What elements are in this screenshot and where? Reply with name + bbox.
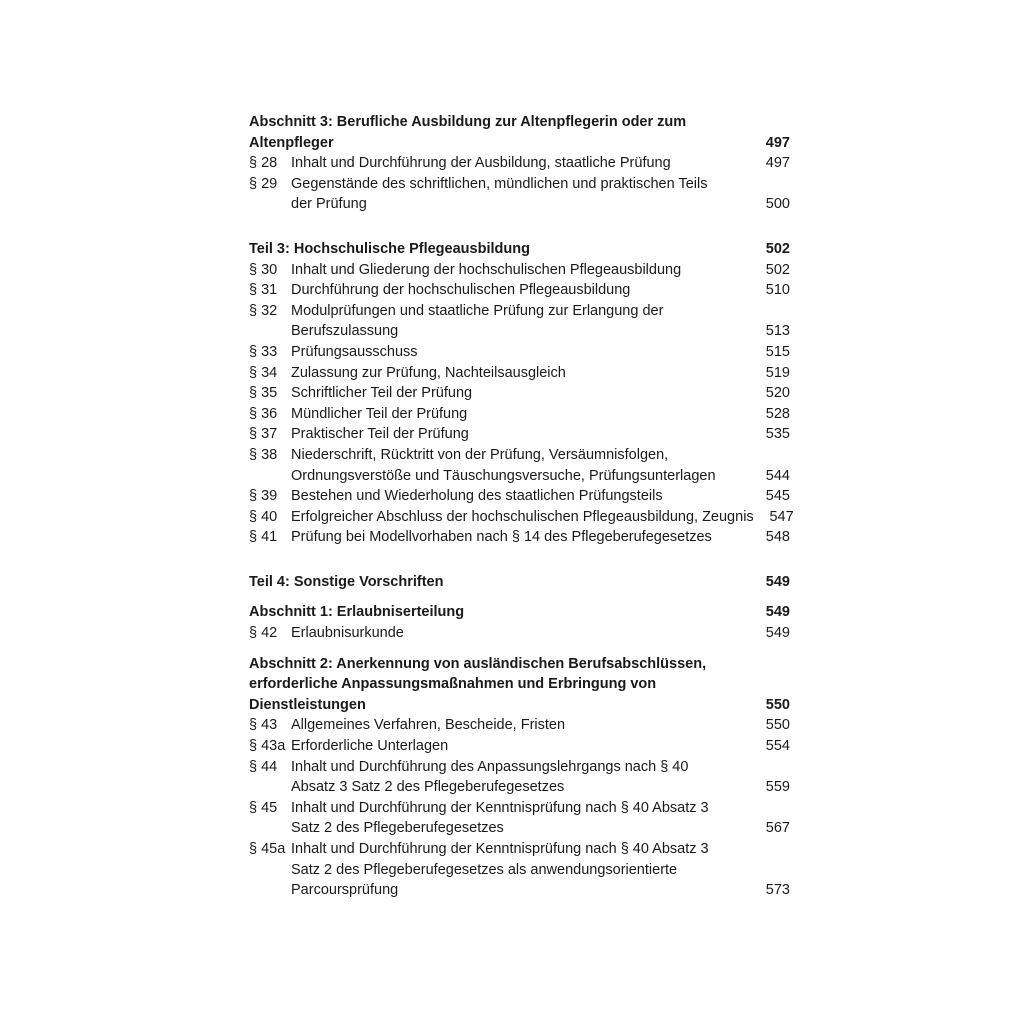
toc-item — [249, 404, 790, 425]
toc-item — [249, 363, 790, 384]
section-number: § 44 — [249, 758, 278, 775]
page-number: 549 — [765, 573, 790, 590]
entry-title: Ordnungsverstöße und Täuschungsversuche, Prüfungsunterlagen — [291, 467, 716, 484]
page-number: 497 — [765, 155, 790, 172]
entry-title: Berufszulassung — [291, 323, 399, 340]
toc-line — [249, 572, 790, 593]
page-number: 573 — [765, 882, 790, 899]
toc-item — [249, 527, 790, 548]
toc-line — [249, 715, 790, 736]
toc-item — [249, 757, 790, 798]
page-number: 545 — [765, 488, 790, 505]
entry-title: Absatz 3 Satz 2 des Pflegeberufegesetzes — [291, 779, 565, 796]
section-number: § 41 — [249, 529, 278, 546]
toc-line — [249, 466, 790, 487]
entry-title: Inhalt und Durchführung der Kenntnisprüfung nach § 40 Absatz 3 — [291, 799, 709, 816]
entry-title: Satz 2 des Pflegeberufegesetzes als anwendungsorientierte — [291, 861, 678, 878]
entry-title: Dienstleistungen — [249, 696, 366, 713]
toc-line — [249, 174, 790, 195]
entry-title: Praktischer Teil der Prüfung — [291, 426, 469, 443]
section-number: § 45a — [249, 841, 286, 857]
toc-line — [249, 153, 790, 174]
page-number: 547 — [769, 508, 794, 525]
section-number: § 36 — [249, 405, 278, 422]
entry-title: Erfolgreicher Abschluss der hochschulischen Pflegeausbildung, Zeugnis — [291, 508, 754, 525]
toc-item — [249, 174, 790, 215]
entry-title: Prüfungsausschuss — [291, 343, 418, 360]
entry-title: Abschnitt 1: Erlaubniserteilung — [249, 604, 465, 621]
page-number: 519 — [765, 364, 790, 381]
section-number: § 31 — [249, 282, 278, 299]
table-of-contents — [249, 112, 794, 901]
page-number: 528 — [765, 405, 790, 422]
toc-line — [249, 527, 790, 548]
toc-line — [249, 839, 790, 860]
toc-line — [249, 363, 790, 384]
toc-line — [249, 860, 790, 881]
toc-line — [249, 798, 790, 819]
toc-line — [249, 736, 790, 757]
toc-line — [249, 507, 794, 528]
page-number: 510 — [765, 282, 790, 299]
section-number: § 28 — [249, 155, 278, 172]
section-number: § 42 — [249, 625, 278, 642]
toc-heading — [249, 239, 790, 260]
toc-item — [249, 798, 790, 839]
toc-line — [249, 301, 790, 322]
section-number: § 35 — [249, 385, 278, 402]
toc-item — [249, 445, 790, 486]
toc-line — [249, 880, 790, 901]
page-number: 550 — [765, 717, 790, 734]
entry-title: Durchführung der hochschulischen Pflegeausbildung — [291, 282, 631, 299]
page-number: 500 — [765, 196, 790, 213]
entry-title: Bestehen und Wiederholung des staatlichen Prüfungsteils — [291, 488, 663, 505]
section-number: § 34 — [249, 364, 278, 381]
toc-line — [249, 239, 790, 260]
toc-line — [249, 486, 790, 507]
page-number: 559 — [765, 779, 790, 796]
toc-line — [249, 112, 790, 133]
entry-title: Gegenstände des schriftlichen, mündlichen und praktischen Teils — [291, 175, 708, 192]
page-number: 554 — [765, 738, 790, 755]
toc-heading — [249, 602, 790, 623]
page-number: 544 — [765, 467, 790, 484]
toc-heading — [249, 572, 790, 593]
toc-item — [249, 153, 790, 174]
page-number: 548 — [765, 529, 790, 546]
page-number: 513 — [765, 323, 790, 340]
page-number: 502 — [765, 240, 790, 257]
toc-item — [249, 486, 790, 507]
toc-item — [249, 839, 790, 901]
toc-item — [249, 715, 790, 736]
entry-title: Prüfung bei Modellvorhaben nach § 14 des Pflegeberufegesetzes — [291, 529, 712, 546]
page-number: 535 — [765, 426, 790, 443]
entry-title: Teil 3: Hochschulische Pflegeausbildung — [249, 240, 530, 257]
page-number: 549 — [765, 604, 790, 621]
entry-title: Niederschrift, Rücktritt von der Prüfung, Versäumnisfolgen, — [291, 446, 669, 463]
toc-line — [249, 133, 790, 154]
toc-line — [249, 342, 790, 363]
entry-title: Abschnitt 3: Berufliche Ausbildung zur Altenpflegerin oder zum — [249, 114, 687, 130]
section-number: § 43a — [249, 738, 286, 755]
entry-title: Schriftlicher Teil der Prüfung — [291, 385, 473, 402]
toc-heading — [249, 112, 790, 153]
page-number: 520 — [765, 385, 790, 402]
toc-line — [249, 818, 790, 839]
toc-item — [249, 383, 790, 404]
toc-item — [249, 736, 790, 757]
toc-item — [249, 342, 790, 363]
section-number: § 45 — [249, 799, 278, 816]
entry-title: erforderliche Anpassungsmaßnahmen und Erbringung von — [249, 676, 657, 693]
toc-line — [249, 674, 790, 695]
toc-line — [249, 777, 790, 798]
section-number: § 40 — [249, 508, 278, 525]
entry-title: Teil 4: Sonstige Vorschriften — [249, 573, 444, 590]
entry-title: der Prüfung — [291, 196, 367, 213]
entry-title: Inhalt und Durchführung des Anpassungslehrgangs nach § 40 — [291, 758, 689, 775]
page-number: 549 — [765, 625, 790, 642]
page-number: 567 — [765, 820, 790, 837]
entry-title: Satz 2 des Pflegeberufegesetzes — [291, 820, 504, 837]
entry-title: Inhalt und Durchführung der Kenntnisprüfung nach § 40 Absatz 3 — [291, 841, 709, 857]
entry-title: Modulprüfungen und staatliche Prüfung zur Erlangung der — [291, 302, 664, 319]
toc-item — [249, 623, 790, 644]
entry-title: Mündlicher Teil der Prüfung — [291, 405, 468, 422]
toc-line — [249, 757, 790, 778]
entry-title: Allgemeines Verfahren, Bescheide, Fristen — [291, 717, 566, 734]
toc-item — [249, 260, 790, 281]
toc-line — [249, 404, 790, 425]
section-number: § 33 — [249, 343, 278, 360]
toc-item — [249, 507, 794, 528]
entry-title: Inhalt und Durchführung der Ausbildung, staatliche Prüfung — [291, 155, 671, 172]
entry-title: Erlaubnisurkunde — [291, 625, 404, 642]
section-number: § 29 — [249, 175, 278, 192]
section-number: § 37 — [249, 426, 278, 443]
toc-line — [249, 602, 790, 623]
toc-line — [249, 194, 790, 215]
toc-heading — [249, 654, 790, 716]
toc-line — [249, 321, 790, 342]
toc-item — [249, 280, 790, 301]
entry-title: Parcoursprüfung — [291, 882, 399, 899]
entry-title: Erforderliche Unterlagen — [291, 738, 449, 755]
toc-line — [249, 280, 790, 301]
section-number: § 30 — [249, 261, 278, 278]
page-number: 502 — [765, 261, 790, 278]
toc-item — [249, 301, 790, 342]
page-number: 550 — [765, 696, 790, 713]
section-number: § 39 — [249, 488, 278, 505]
toc-line — [249, 260, 790, 281]
page-number: 497 — [765, 134, 790, 151]
toc-line — [249, 424, 790, 445]
section-number: § 38 — [249, 446, 278, 463]
toc-line — [249, 654, 790, 675]
entry-title: Abschnitt 2: Anerkennung von ausländischen Berufsabschlüssen, — [249, 655, 707, 672]
toc-line — [249, 695, 790, 716]
entry-title: Inhalt und Gliederung der hochschulischen Pflegeausbildung — [291, 261, 682, 278]
section-number: § 43 — [249, 717, 278, 734]
section-number: § 32 — [249, 302, 278, 319]
toc-item — [249, 424, 790, 445]
toc-line — [249, 383, 790, 404]
entry-title: Altenpfleger — [249, 134, 334, 151]
page-number: 515 — [765, 343, 790, 360]
toc-line — [249, 623, 790, 644]
toc-line — [249, 445, 790, 466]
entry-title: Zulassung zur Prüfung, Nachteilsausgleich — [291, 364, 566, 381]
